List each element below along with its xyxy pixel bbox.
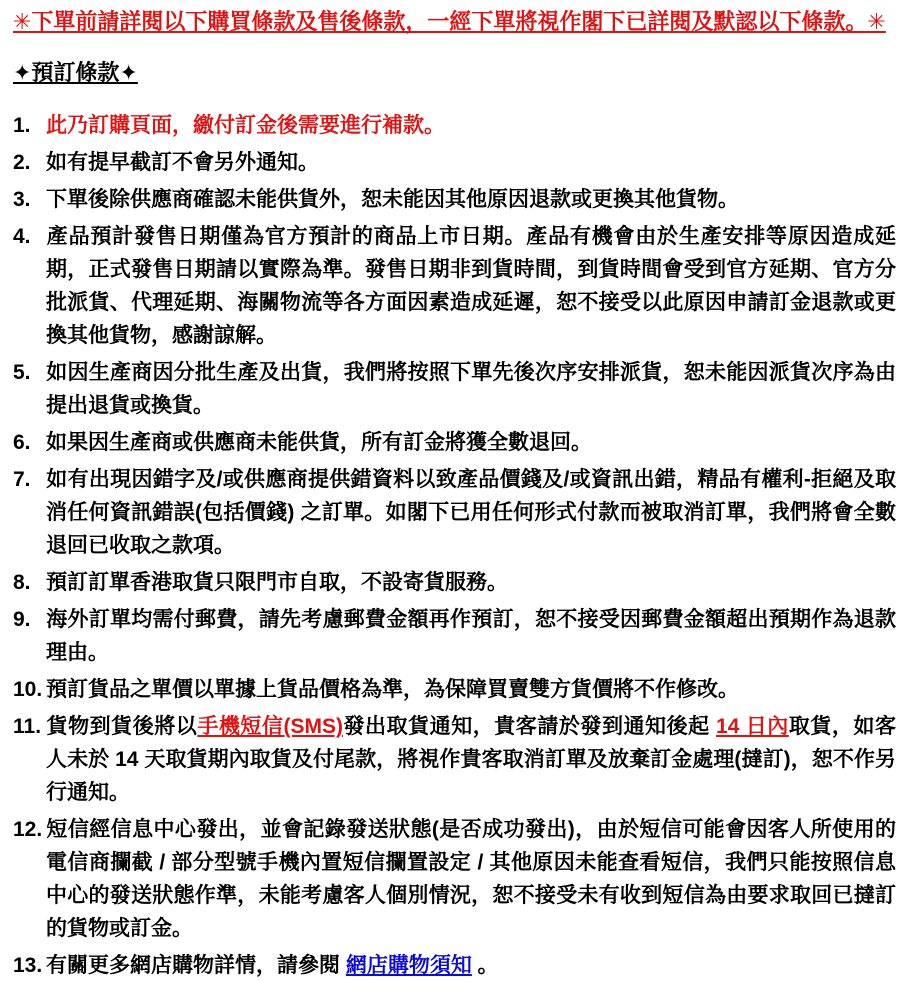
- term-text: 貨物到貨後將以: [46, 715, 198, 738]
- term-number: 12.: [13, 818, 43, 841]
- term-item-1: [13, 109, 896, 142]
- term-text: 如有出現因錯字及/或供應商提供錯資料以致產品價錢及/或資訊出錯，精品有權利-拒絕及取消任何資訊錯誤(包括價錢) 之訂單。如閣下已用任何形式付款而被取消訂單，我們將會全數退回已收取之款項。: [46, 468, 896, 557]
- term-item-9: [13, 603, 896, 669]
- term-number: 4.: [13, 225, 31, 248]
- term-number: 8.: [13, 571, 31, 594]
- term-text: 取貨，如客人未於 14 天取貨期內取貨及付尾款，將視作貴客取消訂單及放棄訂金處理(撻訂)，恕不作另行通知。: [46, 715, 896, 804]
- term-number: 5.: [13, 361, 31, 384]
- term-number: 1.: [13, 114, 31, 137]
- term-number: 3.: [13, 188, 31, 211]
- term-text: 有關更多網店購物詳情，請參閱: [46, 954, 346, 977]
- term-text: 此乃訂購頁面，繳付訂金後需要進行補款。: [46, 114, 445, 137]
- section-title-preorder-terms: ✦預訂條款✦: [13, 60, 138, 85]
- term-item-13: [13, 949, 896, 982]
- term-text: 。: [471, 954, 499, 977]
- term-number: 2.: [13, 151, 31, 174]
- term-item-4: [13, 220, 896, 352]
- term-text: 如有提早截訂不會另外通知。: [46, 151, 319, 174]
- term-text: 短信經信息中心發出，並會記錄發送狀態(是否成功發出)，由於短信可能會因客人所使用的電信商攔截 / 部分型號手機內置短信攔置設定 / 其他原因未能查看短信，我們只能按照信息中心的發送狀態作準，未能考慮客人個別情況，恕不接受未有收到短信為由要求取回已撻訂的貨物或訂金。: [46, 818, 896, 940]
- term-item-10: [13, 673, 896, 706]
- term-item-8: [13, 566, 896, 599]
- term-number: 13.: [13, 954, 43, 977]
- term-text: 如因生產商因分批生產及出貨，我們將按照下單先後次序安排派貨，恕未能因派貨次序為由提出退貨或換貨。: [46, 361, 896, 417]
- term-item-7: [13, 463, 896, 562]
- term-number: 6.: [13, 431, 31, 454]
- section-title-row: [13, 60, 896, 87]
- term-item-11: [13, 710, 896, 809]
- term-number: 10.: [13, 678, 43, 701]
- term-text: 預訂訂單香港取貨只限門市自取，不設寄貨服務。: [46, 571, 508, 594]
- term-item-5: [13, 356, 896, 422]
- term-text: 預訂貨品之單價以單據上貨品價格為準，為保障買賣雙方貨價將不作修改。: [46, 678, 739, 701]
- term-item-6: [13, 426, 896, 459]
- term-number: 9.: [13, 608, 31, 631]
- term-text: 下單後除供應商確認未能供貨外，恕未能因其他原因退款或更換其他貨物。: [46, 188, 739, 211]
- term-item-3: [13, 183, 896, 216]
- term-number: 11.: [13, 715, 42, 738]
- warning-header: ✳下單前請詳閱以下購買條款及售後條款，一經下單將視作閣下已詳閱及默認以下條款。✳: [13, 9, 886, 34]
- term-text: 發出取貨通知，貴客請於發到通知後起: [342, 715, 717, 738]
- term-text: 14 日內: [716, 715, 789, 738]
- term-text: 手機短信(SMS): [197, 715, 343, 738]
- term-number: 7.: [13, 468, 31, 491]
- term-item-12: [13, 813, 896, 945]
- term-text: 海外訂單均需付郵費，請先考慮郵費金額再作預訂，恕不接受因郵費金額超出預期作為退款理由。: [46, 608, 896, 664]
- terms-list: [13, 109, 896, 982]
- term-text: 產品預計發售日期僅為官方預計的商品上市日期。產品有機會由於生產安排等原因造成延期，正式發售日期請以實際為準。發售日期非到貨時間，到貨時間會受到官方延期、官方分批派貨、代理延期、海關物流等各方面因素造成延遲，恕不接受以此原因申請訂金退款或更換其他貨物，感謝諒解。: [46, 225, 896, 347]
- term-text: 如果因生產商或供應商未能供貨，所有訂金將獲全數退回。: [46, 431, 592, 454]
- shop-guide-link[interactable]: 網店購物須知: [345, 954, 472, 977]
- term-item-2: [13, 146, 896, 179]
